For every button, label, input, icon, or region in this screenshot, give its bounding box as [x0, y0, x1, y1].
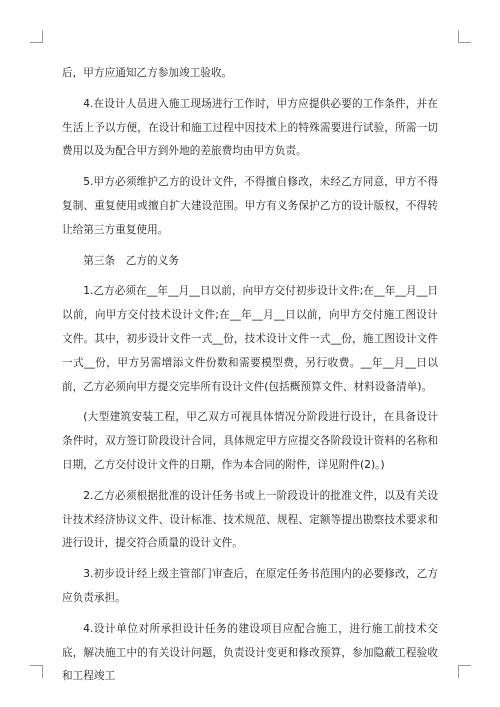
- paragraph-note: (大型建筑安装工程，甲乙双方可视具体情况分阶段进行设计，在具备设计条件时，双方签订阶段设计合同，具体规定甲方应提交各阶段设计资料的名称和日期，乙方交付设计文件的日期，作为本合同的附件，详见附件(2)。): [62, 411, 438, 471]
- paragraph-item-5: 5.甲方必须维护乙方的设计文件，不得擅自修改，未经乙方同意，甲方不得复制、重复使用或擅自扩大建设范围。甲方有义务保护乙方的设计版权，不得转让给第三方重复使用。: [62, 176, 438, 236]
- paragraph-item-4: 4.在设计人员进入施工现场进行工作时，甲方应提供必要的工作条件，并在生活上予以方便，在设计和施工过程中因技术上的特殊需要进行试验，所需一切费用以及为配合甲方到外地的差旅费均由甲方负责。: [62, 97, 438, 158]
- section-heading: 第三条 乙方的义务: [83, 254, 179, 267]
- corner-mark-top-right: [458, 30, 471, 43]
- paragraph-obligation-1: 1.乙方必须在__年__月__日以前，向甲方交付初步设计文件;在__年__月__日以前，向甲方交付技术设计文件;在__年__月__日以前，向甲方交付施工图设计文件。其中，初步设计文件一式__份，技术设计文件一式__份，施工图设计文件一式__份，甲方另需增添文件份数和需要模型费，另行收费。__年__月__日以前，乙方必须向甲方提交完毕所有设计文件(包括概预算文件、材料设备清单)。: [62, 285, 438, 393]
- corner-mark-bottom-left: [30, 665, 43, 678]
- paragraph-obligation-4: 4.设计单位对所承担设计任务的建设项目应配合施工，进行施工前技术交底，解决施工中的有关设计问题，负责设计变更和修改预算，参加隐蔽工程验收和工程竣工: [62, 622, 438, 683]
- paragraph-obligation-3: 3.初步设计经上级主管部门审查后，在原定任务书范围内的必要修改，乙方应负责承担。: [62, 568, 438, 604]
- corner-mark-top-left: [30, 30, 43, 43]
- corner-mark-bottom-right: [458, 665, 471, 678]
- document-body: [62, 62, 438, 689]
- paragraph-continuation: 后，甲方应通知乙方参加竣工验收。: [62, 67, 233, 79]
- paragraph-obligation-2: 2.乙方必须根据批准的设计任务书或上一阶段设计的批准文件，以及有关设计技术经济协议文件、设计标准、技术规范、规程、定额等提出勘察技术要求和进行设计，提交符合质量的设计文件。: [62, 489, 438, 550]
